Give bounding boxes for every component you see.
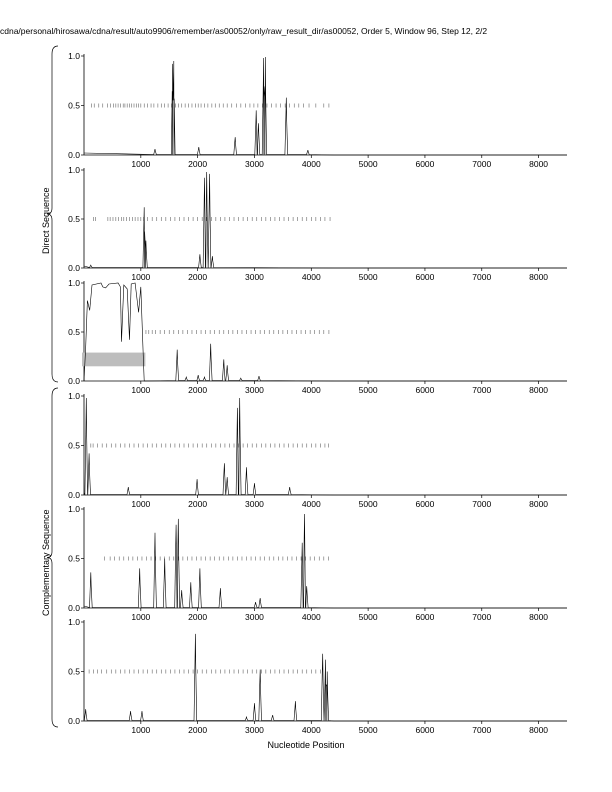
panel-3-y-tick-label: 1.0	[68, 278, 80, 288]
panel-1-x-tick-label: 1000	[131, 159, 151, 169]
panel-5-x-tick-label: 8000	[529, 612, 549, 622]
panel-3-x-tick-label: 6000	[415, 385, 435, 395]
panel-4-x-tick-label: 7000	[472, 499, 492, 509]
panel-5-x-tick-label: 7000	[472, 612, 492, 622]
panel-3-x-tick-label: 5000	[358, 385, 378, 395]
panel-6-x-tick-label: 3000	[245, 725, 264, 735]
panel-1-x-tick-label: 6000	[415, 159, 435, 169]
panel-2-y-tick-label: 0.5	[68, 214, 80, 224]
panel-5-y-tick-label: 0.5	[68, 553, 80, 564]
panel-4-y-tick-label: 0.5	[68, 440, 80, 451]
panel-6-x-tick-label: 2000	[188, 725, 208, 735]
panel-2-x-tick-label: 2000	[188, 272, 208, 282]
panel-5-x-tick-label: 3000	[245, 612, 264, 622]
panel-2-x-tick-label: 1000	[131, 272, 151, 282]
direct-sequence-label: Direct Sequence	[41, 187, 51, 254]
panel-3-x-tick-label: 1000	[131, 385, 151, 395]
panel-4-x-tick-label: 3000	[245, 499, 264, 509]
panel-6-x-tick-label: 1000	[131, 725, 151, 735]
page-title: cdna/personal/hirosawa/cdna/result/auto9906/remember/as00052/only/raw_result_dir/as00052, Order 5, Window 96, Step 12, 2/2	[0, 26, 488, 36]
panel-4-x-tick-label: 2000	[188, 499, 208, 509]
panel-5-y-tick-label: 0.0	[68, 603, 80, 613]
panel-3-x-tick-label: 2000	[188, 385, 208, 395]
panel-3-x-tick-label: 7000	[472, 385, 492, 395]
panel-5-x-tick-label: 2000	[188, 612, 208, 622]
panel-4-y-tick-label: 1.0	[68, 391, 80, 401]
panel-3-x-tick-label: 4000	[301, 385, 321, 395]
panel-4-x-tick-label: 4000	[301, 499, 321, 509]
panel-1-x-tick-label: 4000	[301, 159, 321, 169]
panel-6-x-tick-label: 6000	[415, 725, 435, 735]
panel-2-x-tick-label: 7000	[472, 272, 492, 282]
panel-1-x-tick-label: 2000	[188, 159, 208, 169]
panel-6-x-tick-label: 7000	[472, 725, 492, 735]
panel-1-score-line	[84, 57, 567, 155]
x-axis-label: Nucleotide Position	[267, 740, 345, 750]
panel-3-y-tick-label: 0.5	[68, 327, 80, 337]
panel-1-y-tick-label: 0.5	[68, 100, 80, 111]
panel-5-y-tick-label: 1.0	[68, 504, 80, 514]
panel-6-x-tick-label: 5000	[358, 725, 378, 735]
panel-6-score-line	[84, 634, 567, 721]
panel-2-x-tick-label: 5000	[358, 272, 378, 282]
panel-2-x-tick-label: 3000	[245, 272, 264, 282]
panel-2-y-tick-label: 0.0	[68, 263, 80, 273]
panel-6-y-tick-label: 0.0	[68, 716, 80, 726]
complementary-sequence-label: Complementary Sequence	[41, 509, 51, 616]
panel-5-score-line	[84, 514, 567, 608]
panel-3-x-tick-label: 3000	[245, 385, 264, 395]
panel-1-x-tick-label: 8000	[529, 159, 549, 169]
panel-6-y-tick-label: 0.5	[68, 666, 80, 677]
panel-1-x-tick-label: 5000	[358, 159, 378, 169]
panel-3-x-tick-label: 8000	[529, 385, 549, 395]
panel-4-x-tick-label: 8000	[529, 499, 549, 509]
panel-6-x-tick-label: 8000	[529, 725, 549, 735]
panel-6-y-tick-label: 1.0	[68, 617, 80, 627]
panel-6-x-tick-label: 4000	[301, 725, 321, 735]
panel-2-x-tick-label: 8000	[529, 272, 549, 282]
panel-2-x-tick-label: 4000	[301, 272, 321, 282]
panel-4-x-tick-label: 5000	[358, 499, 378, 509]
panel-1-x-tick-label: 7000	[472, 159, 492, 169]
panel-5-x-tick-label: 4000	[301, 612, 321, 622]
panel-3-y-tick-label: 0.0	[68, 376, 80, 386]
panel-5-x-tick-label: 5000	[358, 612, 378, 622]
panel-2-x-tick-label: 6000	[415, 272, 435, 282]
panel-4-x-tick-label: 6000	[415, 499, 435, 509]
panel-4-x-tick-label: 1000	[131, 499, 151, 509]
panel-5-x-tick-label: 1000	[131, 612, 151, 622]
panel-1-y-tick-label: 1.0	[68, 51, 80, 61]
shaded-region	[82, 353, 145, 367]
panel-4-y-tick-label: 0.0	[68, 490, 80, 500]
panel-3-score-line	[84, 283, 567, 381]
panel-2-y-tick-label: 1.0	[68, 165, 80, 175]
panel-1-x-tick-label: 3000	[245, 159, 264, 169]
panel-1-y-tick-label: 0.0	[68, 150, 80, 160]
panel-5-x-tick-label: 6000	[415, 612, 435, 622]
